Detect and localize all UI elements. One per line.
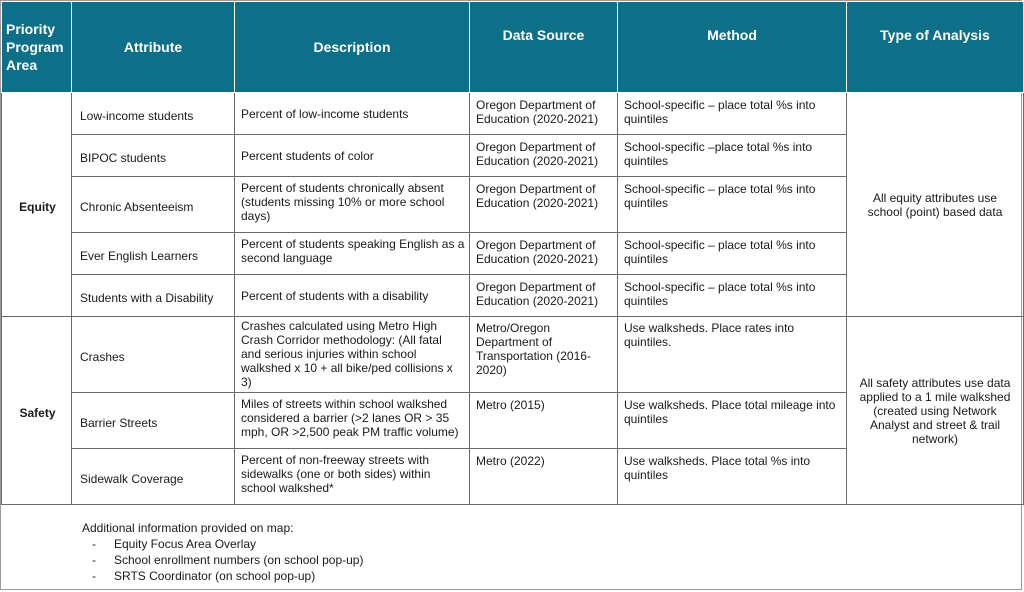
list-item [92,537,363,551]
method-cell: School-specific –place total %s into quintiles [618,135,847,177]
source-cell: Oregon Department of Education (2020-2021) [470,177,618,233]
attribute-cell: Students with a Disability [72,275,235,317]
method-cell: School-specific – place total %s into quintiles [618,177,847,233]
additional-notes [82,521,363,583]
description-cell: Percent of non-freeway streets with sidewalks (one or both sides) within school walkshed* [235,449,470,505]
header-priority: Priority Program Area [2,2,72,93]
note-text: Equity Focus Area Overlay [114,537,257,551]
source-cell: Oregon Department of Education (2020-2021) [470,135,618,177]
area-safety: Safety [2,317,72,505]
method-cell: School-specific – place total %s into quintiles [618,233,847,275]
method-cell: Use walksheds. Place rates into quintiles. [618,317,847,393]
notes-list [82,537,363,583]
description-cell: Miles of streets within school walkshed considered a barrier (>2 lanes OR > 35 mph, OR >2,500 peak PM traffic volume) [235,393,470,449]
type-equity: All equity attributes use school (point) based data [847,93,1024,317]
header-data-source: Data Source [470,2,618,93]
note-text: SRTS Coordinator (on school pop-up) [114,569,316,583]
header-type: Type of Analysis [847,2,1024,93]
area-equity: Equity [2,93,72,317]
note-text: School enrollment numbers (on school pop-up) [114,553,364,567]
source-cell: Metro (2015) [470,393,618,449]
method-cell: School-specific – place total %s into quintiles [618,93,847,135]
description-cell: Percent of students speaking English as a second language [235,233,470,275]
source-cell: Metro/Oregon Department of Transportation (2016-2020) [470,317,618,393]
notes-intro: Additional information provided on map: [82,521,294,535]
source-cell: Metro (2022) [470,449,618,505]
bullet-dash: - [92,537,96,551]
list-item [92,553,364,567]
attribute-cell: Low-income students [72,93,235,135]
attribute-cell: Crashes [72,317,235,393]
attribute-cell: Barrier Streets [72,393,235,449]
attribute-cell: Chronic Absenteeism [72,177,235,233]
type-safety: All safety attributes use data applied to a 1 mile walkshed (created using Network Analyst and street & trail network) [847,317,1024,505]
source-cell: Oregon Department of Education (2020-2021) [470,275,618,317]
description-cell: Percent of low-income students [235,93,470,135]
table-row [2,317,1024,393]
description-cell: Crashes calculated using Metro High Crash Corridor methodology: (All fatal and serious injuries within school walkshed x 10 + all bike/ped collisions x 3) [235,317,470,393]
source-cell: Oregon Department of Education (2020-2021) [470,93,618,135]
description-cell: Percent of students chronically absent (students missing 10% or more school days) [235,177,470,233]
table-row [2,93,1024,135]
list-item [92,569,363,583]
header-description: Description [235,2,470,93]
attribute-cell: BIPOC students [72,135,235,177]
header-method: Method [618,2,847,93]
attribute-cell: Sidewalk Coverage [72,449,235,505]
source-cell: Oregon Department of Education (2020-2021) [470,233,618,275]
method-cell: School-specific – place total %s into quintiles [618,275,847,317]
attribute-cell: Ever English Learners [72,233,235,275]
header-row [2,2,1024,93]
description-cell: Percent of students with a disability [235,275,470,317]
description-cell: Percent students of color [235,135,470,177]
method-cell: Use walksheds. Place total mileage into quintiles [618,393,847,449]
bullet-dash: - [92,553,96,567]
attributes-table [1,1,1024,505]
bullet-dash: - [92,569,96,583]
method-cell: Use walksheds. Place total %s into quintiles [618,449,847,505]
header-attribute: Attribute [72,2,235,93]
